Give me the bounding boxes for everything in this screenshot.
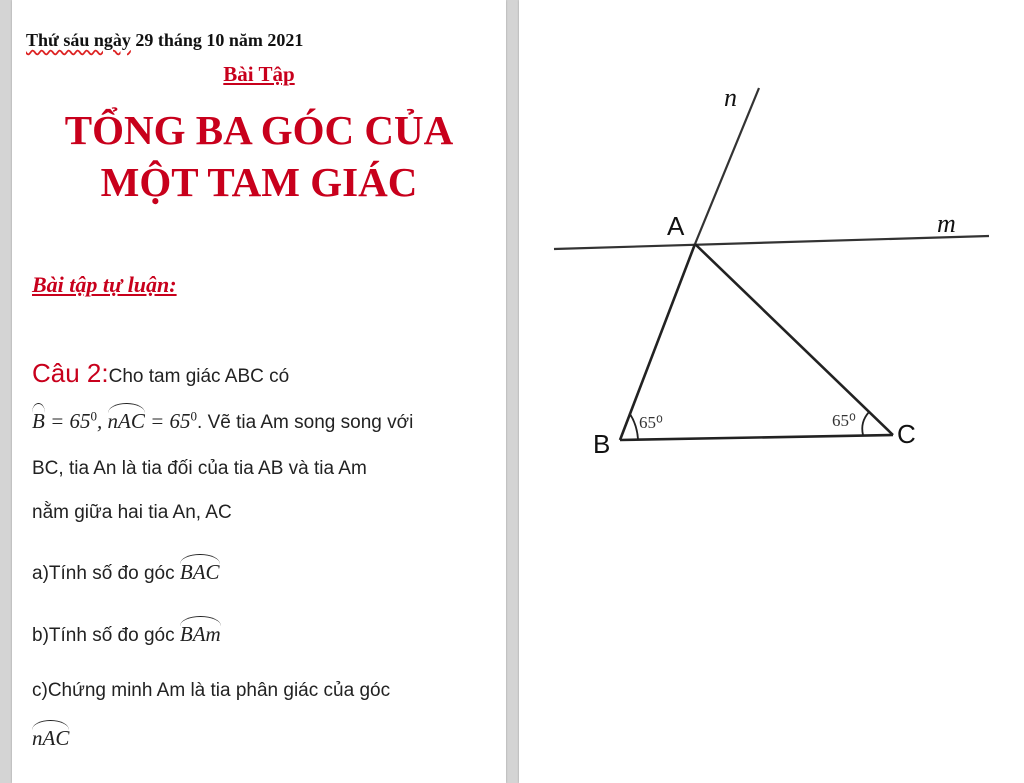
- part-b-text: b)Tính số đo góc: [32, 625, 180, 646]
- angle-bac: BAC: [180, 556, 220, 585]
- angle-bam: BAm: [180, 618, 221, 647]
- label-b: B: [593, 429, 611, 459]
- question-part-a: [32, 556, 220, 585]
- degree-mark: 0: [90, 408, 97, 424]
- question-line-1: [32, 358, 289, 389]
- section-heading: Bài tập tự luận:: [32, 272, 177, 297]
- date-line: [26, 30, 303, 51]
- right-page: [519, 0, 1024, 783]
- question-line-2: $B = 65^0$, nAC = $65^0$. Vẽ tia Am song song với: [32, 405, 413, 434]
- title-line-1: TỔNG BA GÓC CỦA: [64, 107, 454, 153]
- label-c: C: [897, 419, 916, 449]
- subtitle: Bài Tập: [223, 62, 295, 86]
- angle-c-value: = 65: [144, 409, 191, 433]
- question-line-4: nằm giữa hai tia An, AC: [32, 502, 232, 523]
- arc-angle-b: [630, 414, 638, 439]
- question-line-3: BC, tia An là tia đối của tia AB và tia Am: [32, 458, 367, 479]
- page-title: [12, 104, 506, 208]
- label-angle-c: 65⁰: [832, 411, 856, 430]
- angle-nac: nAC: [32, 722, 69, 751]
- label-a: A: [667, 211, 685, 241]
- angle-b-symbol: B: [32, 405, 45, 434]
- degree-mark: 0: [190, 408, 198, 424]
- question-part-b: [32, 618, 221, 647]
- part-a-text: a)Tính số đo góc: [32, 563, 180, 584]
- side-ab: [620, 244, 695, 440]
- label-angle-b: 65⁰: [639, 413, 663, 432]
- side-ac: [695, 244, 893, 435]
- date-prefix: Thứ sáu ngày: [26, 30, 131, 50]
- side-bc: [620, 435, 893, 440]
- question-line-2-text: . Vẽ tia Am song song với: [197, 412, 414, 433]
- question-part-c-angle: [32, 722, 69, 751]
- triangle-figure: [519, 0, 1024, 783]
- label-n: n: [724, 83, 737, 112]
- left-page: [12, 0, 506, 783]
- question-part-c: c)Chứng minh Am là tia phân giác của góc: [32, 680, 391, 701]
- date-rest: 29 tháng 10 năm 2021: [130, 30, 304, 50]
- angle-b-value: = 65: [44, 409, 91, 433]
- question-label: Câu 2:: [32, 358, 109, 388]
- line-m: [554, 236, 989, 249]
- arc-angle-c: [862, 412, 869, 435]
- angle-c-symbol: nAC: [108, 405, 145, 434]
- label-m: m: [937, 209, 956, 238]
- question-intro: Cho tam giác ABC có: [108, 366, 290, 387]
- title-line-2: MỘT TAM GIÁC: [100, 159, 418, 205]
